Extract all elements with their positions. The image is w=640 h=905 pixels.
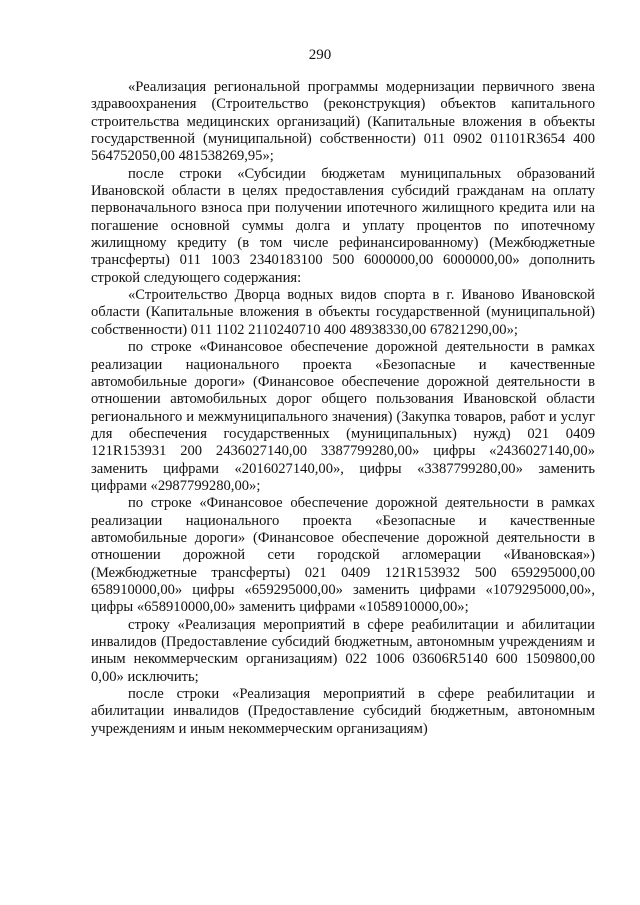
paragraph-rehabilitation-exclude: строку «Реализация мероприятий в сфере реабилитации и абилитации инвалидов (Предоставление субсидий бюджетным, автономным учреждениям и иным некоммерческим организациям) 022 1006 03606R5140 600 1509800,00 0,00» исключить; <box>91 616 595 685</box>
paragraph-road-activity-agglomeration: по строке «Финансовое обеспечение дорожной деятельности в рамках реализации национального проекта «Безопасные и качественные автомобильные дороги» (Финансовое обеспечение дорожной деятельности в отношении дорожной сети городской агломерации «Ивановская») (Межбюджетные трансферты) 021 0409 121R153932 500 659295000,00 658910000,00» цифры «659295000,00» заменить цифрами «1079295000,00», цифры «658910000,00» заменить цифрами «1058910000,00»; <box>91 495 595 616</box>
paragraph-modernization-program: «Реализация региональной программы модернизации первичного звена здравоохранения (Строительство (реконструкция) объектов капитального строительства медицинских организаций) (Капитальные вложения в объекты государственной (муниципальной) собственности) 011 0902 01101R3654 400 564752050,00 481538269,95»; <box>91 79 595 165</box>
paragraph-water-sports-palace: «Строительство Дворца водных видов спорта в г. Иваново Ивановской области (Капитальные вложения в объекты государственной (муниципальной) собственности) 011 1102 2110240710 400 48938330,00 67821290,00»; <box>91 287 595 338</box>
document-body <box>91 79 595 738</box>
paragraph-mortgage-subsidies: после строки «Субсидии бюджетам муниципальных образований Ивановской области в целях предоставления субсидий гражданам на оплату первоначального взноса при получении ипотечного жилищного кредита или на погашение основной суммы долга и уплату процентов по ипотечному жилищному кредиту (в том числе рефинансированному) (Межбюджетные трансферты) 011 1003 2340183100 500 6000000,00 6000000,00» дополнить строкой следующего содержания: <box>91 165 595 286</box>
paragraph-road-activity-regional: по строке «Финансовое обеспечение дорожной деятельности в рамках реализации национального проекта «Безопасные и качественные автомобильные дороги» (Финансовое обеспечение дорожной деятельности в отношении автомобильных дорог общего пользования Ивановской области регионального и межмуниципального значения) (Закупка товаров, работ и услуг для обеспечения государственных (муниципальных) нужд) 021 0409 121R153931 200 2436027140,00 3387799280,00» цифры «2436027140,00» заменить цифрами «2016027140,00», цифры «3387799280,00» заменить цифрами «2987799280,00»; <box>91 339 595 494</box>
page-number: 290 <box>308 47 332 63</box>
paragraph-rehabilitation-after: после строки «Реализация мероприятий в сфере реабилитации и абилитации инвалидов (Предоставление субсидий бюджетным, автономным учреждениям и иным некоммерческим организациям) <box>91 686 595 737</box>
